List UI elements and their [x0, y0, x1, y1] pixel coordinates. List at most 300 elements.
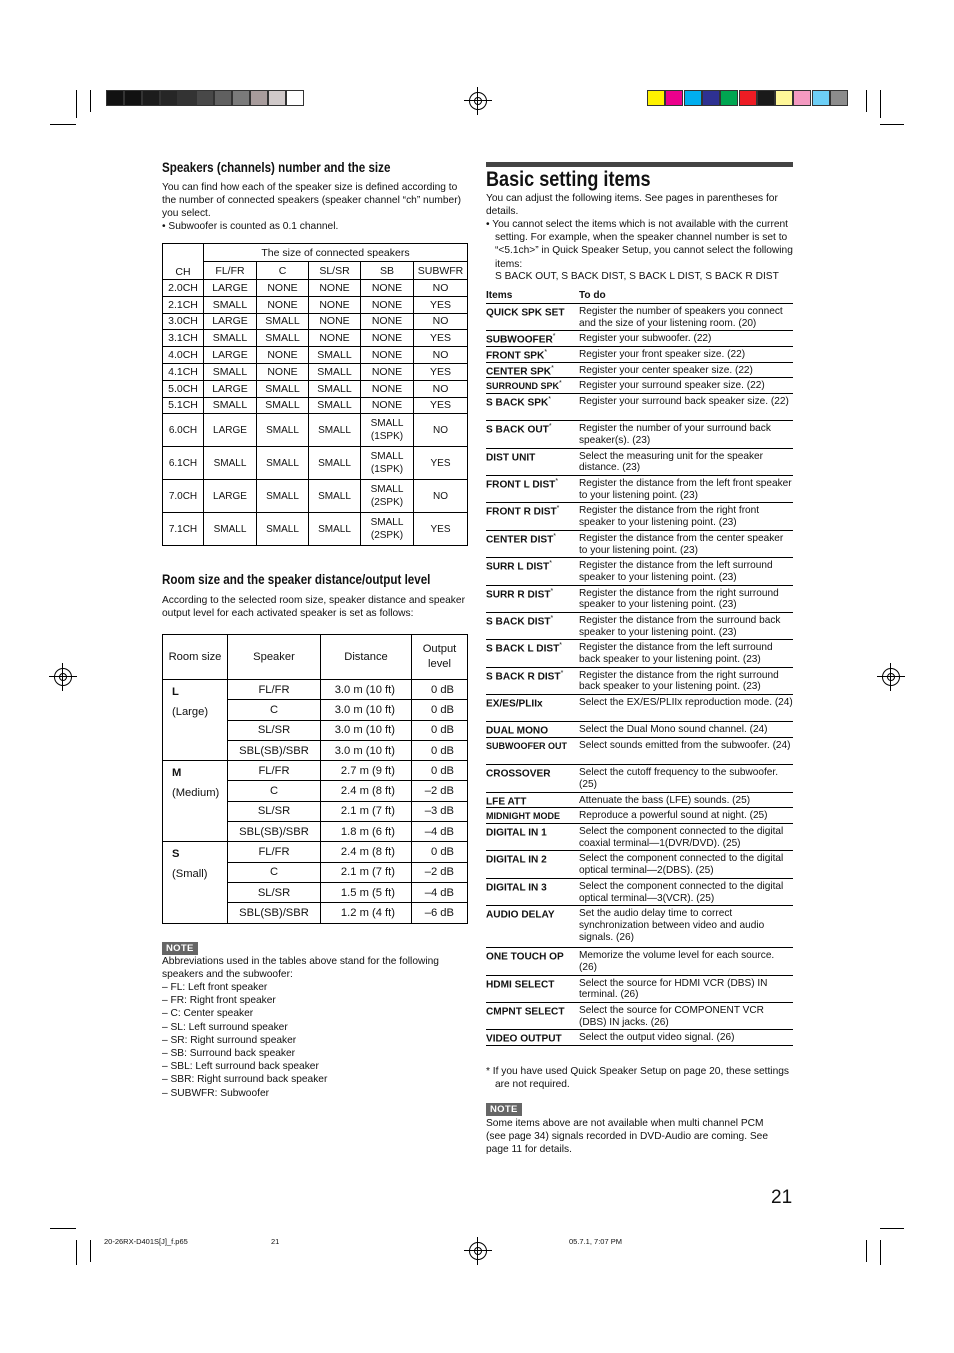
item-name [486, 558, 579, 584]
item-description: Register the number of speakers you connect and the size of your listening room. (20) [579, 306, 783, 329]
table-cell: SMALL [204, 397, 257, 414]
speaker-cell: C [228, 700, 321, 720]
table-cell: SMALL [309, 397, 361, 414]
list-item: – SBR: Right surround back speaker [162, 1074, 328, 1086]
table-row [486, 824, 793, 851]
table-cell: SMALL [309, 513, 361, 546]
list-item: – C: Center speaker [162, 1008, 254, 1020]
ch-header: CH [163, 244, 204, 280]
item-name [486, 793, 579, 808]
speaker-header: Speaker [228, 635, 321, 680]
room-size-table [162, 634, 468, 924]
table-cell: YES [414, 296, 468, 313]
table-row [486, 378, 793, 394]
table-cell: NONE [361, 347, 414, 364]
calibration-swatch [793, 90, 811, 106]
table-cell: NONE [309, 313, 361, 330]
table-cell: SMALL [257, 480, 309, 513]
footnote-star: * [548, 395, 551, 403]
footnote-star: * [552, 333, 556, 341]
table-row [486, 722, 793, 738]
page-title: Basic setting items [486, 168, 651, 191]
item-name [486, 1030, 579, 1045]
speaker-cell: FL/FR [228, 842, 321, 862]
right-note-text: Some items above are not available when multi channel PCM (see page 34) signals recorded in DVD-Audio are coming. See page 11 for details. [486, 1118, 769, 1156]
table-row [486, 331, 793, 347]
table-cell: NONE [257, 363, 309, 380]
footnote-star: * [548, 423, 552, 431]
distance-cell: 2.1 m (7 ft) [321, 862, 412, 882]
right-bullet-items: S BACK OUT, S BACK DIST, S BACK L DIST, S BACK R DIST [495, 271, 779, 282]
level-cell: 0 dB [412, 720, 468, 740]
distance-cell: 2.4 m (8 ft) [321, 781, 412, 801]
room-intro: According to the selected room size, speaker distance and speaker output level for each activated speaker is set as follows: [162, 595, 465, 620]
item-description: Register your center speaker size. (22) [579, 364, 753, 376]
table-cell: SMALL [309, 447, 361, 480]
footnote-star: * [556, 505, 560, 513]
distance-cell: 3.0 m (10 ft) [321, 680, 412, 700]
footnote-star: * [550, 587, 554, 595]
registration-mark-icon [469, 92, 487, 110]
item-description: Select the output video signal. (26) [579, 1032, 735, 1044]
title-rule [486, 162, 793, 167]
item-name [486, 503, 579, 529]
table-row [486, 347, 793, 363]
table-row [163, 313, 468, 330]
item-name [486, 394, 579, 420]
table-cell: SMALL (2SPK) [361, 513, 414, 546]
table-cell: SMALL [309, 380, 361, 397]
column-header: C [257, 262, 309, 280]
item-name-text: MIDNIGHT MODE [486, 811, 560, 822]
item-name [486, 613, 579, 639]
item-description: Attenuate the bass (LFE) sounds. (25) [579, 794, 751, 806]
item-description: Select the component connected to the digital coaxial terminal—1(DVR/DVD). (25) [579, 826, 784, 849]
table-cell: NONE [257, 296, 309, 313]
item-name [486, 378, 579, 393]
calibration-swatch [775, 90, 793, 106]
speakers-bullet: • Subwoofer is counted as 0.1 channel. [162, 221, 339, 232]
item-name [486, 906, 579, 947]
item-name-text: ONE TOUCH OP [486, 951, 564, 963]
list-item: – FL: Left front speaker [162, 982, 268, 993]
table-row [163, 280, 468, 297]
item-name [486, 421, 579, 447]
item-name-text: SUBWOOFER OUT [486, 741, 567, 752]
ch-cell: 4.1CH [163, 363, 204, 380]
table-cell: SMALL [309, 347, 361, 364]
right-intro: You can adjust the following items. See pages in parentheses for details. [486, 193, 778, 218]
table-row [486, 695, 793, 722]
table-row [486, 421, 793, 448]
speaker-cell: SL/SR [228, 882, 321, 902]
list-item: – SB: Surround back speaker [162, 1048, 296, 1060]
item-name [486, 586, 579, 612]
item-description: Select the Dual Mono sound channel. (24) [579, 724, 768, 736]
room-size-label: (Small) [172, 868, 208, 881]
item-description: Register the distance from the center speaker to your listening point. (23) [579, 532, 784, 556]
item-name [486, 304, 579, 330]
table-cell: SMALL [309, 480, 361, 513]
item-description: Register the distance from the left surround back speaker to your listening point. (23) [579, 642, 773, 666]
level-cell: –2 dB [412, 781, 468, 801]
calibration-swatch [739, 90, 757, 106]
calibration-swatch [286, 90, 304, 106]
ch-cell: 7.0CH [163, 480, 204, 513]
item-name [486, 976, 579, 1002]
table-row [163, 842, 468, 862]
table-cell: YES [414, 397, 468, 414]
table-cell: YES [414, 330, 468, 347]
item-name [486, 476, 579, 502]
level-cell: 0 dB [412, 680, 468, 700]
table-row [486, 304, 793, 331]
item-name [486, 1003, 579, 1029]
item-description: Select the component connected to the digital optical terminal—3(VCR). (25) [579, 880, 784, 904]
item-name [486, 879, 579, 905]
item-name-text: S BACK OUT [486, 424, 549, 436]
table-row [163, 447, 468, 480]
settings-items-table [486, 289, 793, 1046]
column-header: FL/FR [204, 262, 257, 280]
footnote: * If you have used Quick Speaker Setup on page 20, these settings are not required. [486, 1066, 789, 1091]
table-cell: NONE [361, 397, 414, 414]
note-intro: Abbreviations used in the tables above stand for the following speakers and the subwoofer: [162, 956, 439, 981]
table-row [486, 948, 793, 975]
table-cell: LARGE [204, 280, 257, 297]
item-name [486, 738, 579, 764]
item-name [486, 808, 579, 823]
item-name-text: EX/ES/PLIIx [486, 698, 543, 710]
column-header: SUBWFR [414, 262, 468, 280]
table-cell: LARGE [204, 480, 257, 513]
calibration-swatch [106, 90, 124, 106]
table-row [163, 480, 468, 513]
item-description: Select the source for COMPONENT VCR (DBS) IN jacks. (26) [579, 1004, 764, 1028]
speaker-cell: C [228, 781, 321, 801]
item-description: Memorize the volume level for each source. (26) [579, 950, 775, 973]
table-row [486, 503, 793, 530]
calibration-swatch [232, 90, 250, 106]
calibration-swatch [196, 90, 214, 106]
table-row [486, 851, 793, 878]
table-cell: NONE [361, 296, 414, 313]
item-name-text: SUBWOOFER [486, 334, 553, 346]
table-row [486, 668, 793, 695]
item-description: Select the measuring unit for the speaker distance. (23) [579, 450, 764, 474]
ch-cell: 4.0CH [163, 347, 204, 364]
table-row [163, 347, 468, 364]
table-cell: NO [414, 347, 468, 364]
speaker-cell: SL/SR [228, 801, 321, 821]
speaker-cell: SL/SR [228, 720, 321, 740]
table-row [163, 363, 468, 380]
group-header: The size of connected speakers [204, 244, 468, 262]
ch-cell: 2.0CH [163, 280, 204, 297]
table-cell: SMALL [204, 330, 257, 347]
calibration-swatch [647, 90, 665, 106]
list-item: – SBL: Left surround back speaker [162, 1061, 319, 1073]
item-name [486, 695, 579, 721]
item-name-text: S BACK R DIST [486, 671, 561, 683]
item-name-text: DIST UNIT [486, 451, 536, 463]
table-cell: NONE [361, 380, 414, 397]
item-name-text: S BACK L DIST [486, 643, 560, 655]
table-row [163, 414, 468, 447]
footnote-star: * [549, 560, 552, 568]
distance-cell: 1.5 m (5 ft) [321, 882, 412, 902]
table-cell: SMALL [204, 296, 257, 313]
level-cell: –6 dB [412, 903, 468, 923]
calibration-swatch [665, 90, 683, 106]
table-row [486, 613, 793, 640]
item-name [486, 331, 579, 346]
table-cell: YES [414, 447, 468, 480]
item-name-text: SURR R DIST [486, 588, 551, 600]
table-cell: SMALL [257, 330, 309, 347]
table-cell: SMALL [257, 513, 309, 546]
item-name-text: SURROUND SPK [486, 381, 560, 392]
item-description: Register the distance from the surround back speaker to your listening point. (23) [579, 614, 781, 638]
room-size-cell [163, 842, 228, 923]
item-name-text: HDMI SELECT [486, 978, 555, 990]
distance-cell: 3.0 m (10 ft) [321, 700, 412, 720]
calibration-swatch [684, 90, 702, 106]
item-name-text: CENTER DIST [486, 534, 554, 546]
item-name-text: QUICK SPK SET [486, 307, 565, 319]
right-bullet: • You cannot select the items which is not available with the current setting. For example, when the speaker channel number is set to “<5.1ch>” in Quick Speaker Setup, you cannot select the following items: [486, 219, 793, 270]
note-badge: NOTE [486, 1099, 522, 1117]
ch-cell: 7.1CH [163, 513, 204, 546]
ch-cell: 5.0CH [163, 380, 204, 397]
note-badge: NOTE [162, 938, 198, 956]
table-row [163, 296, 468, 313]
calibration-swatch [702, 90, 720, 106]
ch-cell: 2.1CH [163, 296, 204, 313]
table-row [163, 397, 468, 414]
table-cell: SMALL [309, 363, 361, 380]
footnote-star: * [555, 477, 559, 485]
level-cell: –4 dB [412, 882, 468, 902]
speakers-heading: Speakers (channels) number and the size [162, 160, 391, 175]
table-cell: NONE [309, 280, 361, 297]
item-name-text: DIGITAL IN 2 [486, 854, 547, 866]
item-description: Register the number of your surround back speaker(s). (23) [579, 423, 771, 446]
speaker-cell: SBL(SB)/SBR [228, 822, 321, 842]
table-cell: LARGE [204, 380, 257, 397]
table-cell: SMALL [257, 447, 309, 480]
table-row [486, 1030, 793, 1046]
room-size-code: M [172, 767, 182, 780]
item-description: Select the cutoff frequency to the subwoofer. (25) [579, 767, 779, 791]
table-cell: LARGE [204, 347, 257, 364]
table-row [486, 476, 793, 503]
registration-mark-icon [469, 1242, 487, 1260]
item-description: Register your surround speaker size. (22) [579, 380, 765, 392]
table-row [163, 680, 468, 700]
item-description: Register your subwoofer. (22) [579, 333, 712, 345]
level-cell: 0 dB [412, 842, 468, 862]
distance-cell: 2.4 m (8 ft) [321, 842, 412, 862]
table-cell: YES [414, 363, 468, 380]
footnote-star: * [551, 364, 554, 372]
table-cell: NONE [361, 363, 414, 380]
calibration-swatch [178, 90, 196, 106]
calibration-swatch [250, 90, 268, 106]
item-name-text: SURR L DIST [486, 561, 550, 573]
item-name [486, 851, 579, 877]
distance-header: Distance [321, 635, 412, 680]
table-row [486, 808, 793, 824]
item-description: Select the source for HDMI VCR (DBS) IN terminal. (26) [579, 977, 768, 1001]
item-description: Register the distance from the left front speaker to your listening point. (23) [579, 477, 792, 501]
footer-page: 21 [271, 1237, 280, 1246]
table-cell: SMALL [257, 397, 309, 414]
level-cell: 0 dB [412, 700, 468, 720]
footnote-star: * [559, 642, 563, 650]
item-description: Reproduce a powerful sound at night. (25) [579, 810, 768, 822]
output-level-header: Output level [412, 635, 468, 680]
room-size-code: L [172, 686, 179, 698]
item-name-text: VIDEO OUTPUT [486, 1033, 562, 1045]
item-name-text: DIGITAL IN 3 [486, 882, 547, 894]
item-name-text: LFE ATT [486, 796, 527, 808]
table-row [486, 976, 793, 1003]
item-name [486, 363, 579, 378]
speaker-size-table [162, 243, 468, 546]
list-item: – SR: Right surround speaker [162, 1034, 297, 1046]
table-cell: NONE [309, 330, 361, 347]
item-name [486, 824, 579, 850]
item-description: Set the audio delay time to correct synchronization between video and audio signals. (26) [579, 908, 765, 943]
item-name-text: CROSSOVER [486, 768, 551, 780]
table-cell: LARGE [204, 313, 257, 330]
item-description: Register your front speaker size. (22) [579, 348, 746, 360]
table-row [486, 394, 793, 421]
table-row [486, 531, 793, 558]
distance-cell: 1.2 m (4 ft) [321, 903, 412, 923]
table-row [486, 363, 793, 379]
item-name [486, 640, 579, 666]
table-cell: NONE [309, 296, 361, 313]
table-cell: NO [414, 313, 468, 330]
item-name-text: FRONT SPK [486, 350, 545, 362]
table-row [163, 330, 468, 347]
item-name [486, 531, 579, 557]
calibration-swatch [720, 90, 738, 106]
speakers-intro: You can find how each of the speaker size is defined according to the number of connected speakers (speaker channel “ch” number) you select. [162, 182, 461, 220]
table-row [486, 879, 793, 906]
table-cell: NONE [361, 330, 414, 347]
item-name-text: DIGITAL IN 1 [486, 827, 547, 839]
table-cell: NO [414, 280, 468, 297]
speaker-cell: FL/FR [228, 680, 321, 700]
calibration-swatch [160, 90, 178, 106]
table-row [163, 513, 468, 546]
ch-cell: 6.0CH [163, 414, 204, 447]
list-item: – FR: Right front speaker [162, 995, 276, 1007]
table-row [486, 738, 793, 765]
item-name-text: CENTER SPK [486, 365, 552, 377]
distance-cell: 3.0 m (10 ft) [321, 740, 412, 760]
table-cell: YES [414, 513, 468, 546]
room-size-cell [163, 680, 228, 761]
todo-header: To do [579, 290, 606, 301]
item-name-text: DUAL MONO [486, 725, 549, 737]
column-header: SB [361, 262, 414, 280]
registration-mark-icon [882, 668, 900, 686]
abbreviation-list [162, 981, 462, 1100]
table-row [486, 765, 793, 792]
room-size-label: (Medium) [172, 787, 220, 800]
table-row [163, 380, 468, 397]
room-size-code: S [172, 848, 180, 861]
footer-date: 05.7.1, 7:07 PM [569, 1237, 622, 1246]
room-size-header: Room size [163, 635, 228, 680]
table-cell: SMALL [257, 380, 309, 397]
distance-cell: 2.1 m (7 ft) [321, 801, 412, 821]
footnote-star: * [544, 348, 548, 356]
table-cell: SMALL [309, 414, 361, 447]
item-name-text: S BACK SPK [486, 397, 549, 409]
item-name [486, 722, 579, 737]
item-description: Select sounds emitted from the subwoofer. (24) [579, 740, 791, 752]
table-cell: NONE [257, 280, 309, 297]
table-cell: SMALL (1SPK) [361, 414, 414, 447]
ch-cell: 3.0CH [163, 313, 204, 330]
distance-cell: 1.8 m (6 ft) [321, 822, 412, 842]
item-name [486, 668, 579, 694]
item-description: Register your surround back speaker size. (22) [579, 395, 789, 407]
registration-mark-icon [54, 668, 72, 686]
calibration-swatch [830, 90, 848, 106]
speaker-cell: FL/FR [228, 761, 321, 781]
items-header-row [486, 289, 793, 304]
calibration-swatch [757, 90, 775, 106]
table-cell: NONE [361, 280, 414, 297]
item-name-text: CMPNT SELECT [486, 1006, 565, 1018]
level-cell: –4 dB [412, 822, 468, 842]
table-cell: NO [414, 414, 468, 447]
item-name-text: FRONT L DIST [486, 479, 556, 491]
item-description: Register the distance from the left surround speaker to your listening point. (23) [579, 560, 773, 583]
page-number: 21 [771, 1187, 793, 1208]
distance-cell: 3.0 m (10 ft) [321, 720, 412, 740]
table-cell: NONE [257, 347, 309, 364]
footnote-star: * [559, 380, 562, 388]
table-row [486, 586, 793, 613]
table-cell: SMALL [204, 513, 257, 546]
table-row [486, 640, 793, 667]
speaker-cell: C [228, 862, 321, 882]
list-item: – SL: Left surround speaker [162, 1021, 288, 1033]
calibration-swatch [214, 90, 232, 106]
table-cell: NO [414, 480, 468, 513]
level-cell: 0 dB [412, 761, 468, 781]
footnote-star: * [550, 614, 554, 622]
room-size-cell [163, 761, 228, 842]
item-description: Select the component connected to the digital optical terminal—2(DBS). (25) [579, 853, 784, 877]
item-name-text: S BACK DIST [486, 616, 551, 628]
level-cell: –2 dB [412, 862, 468, 882]
table-row [163, 761, 468, 781]
table-row [486, 558, 793, 585]
ch-cell: 6.1CH [163, 447, 204, 480]
table-cell: SMALL (1SPK) [361, 447, 414, 480]
ch-cell: 3.1CH [163, 330, 204, 347]
table-row [486, 449, 793, 476]
item-description: Register the distance from the right front speaker to your listening point. (23) [579, 505, 760, 529]
